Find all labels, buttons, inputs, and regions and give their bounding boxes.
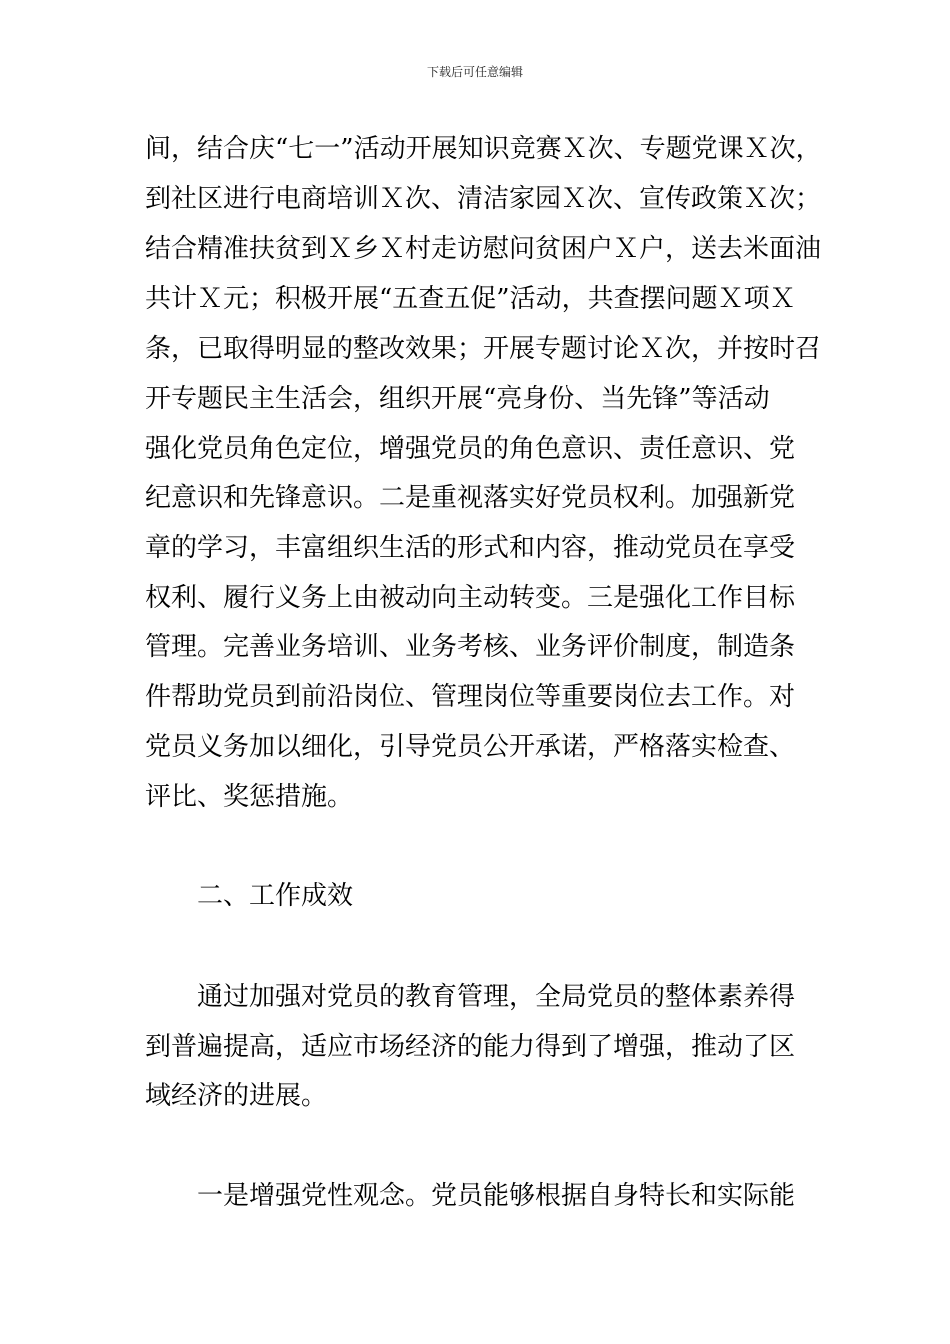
text-line: 权利、履行义务上由被动向主动转变。三是强化工作目标 xyxy=(145,583,796,613)
text-line: 强化党员角色定位，增强党员的角色意识、责任意识、党 xyxy=(145,434,796,464)
page-header: 下载后可任意编辑 xyxy=(426,65,523,79)
text-line: 党员义务加以细化，引导党员公开承诺，严格落实检查、 xyxy=(145,732,796,762)
text-line: 间，结合庆“七一”活动开展知识竞赛Ｘ次、专题党课Ｘ次， xyxy=(145,134,822,164)
text-line: 域经济的进展。 xyxy=(145,1081,328,1111)
text-line: 到社区进行电商培训Ｘ次、清洁家园Ｘ次、宣传政策Ｘ次； xyxy=(145,184,822,214)
text-line: 评比、奖惩措施。 xyxy=(145,782,354,812)
text-line: 章的学习，丰富组织生活的形式和内容，推动党员在享受 xyxy=(145,533,796,563)
text-line: 通过加强对党员的教育管理，全局党员的整体素养得 xyxy=(197,982,796,1012)
section-heading: 二、工作成效 xyxy=(197,881,354,911)
text-line: 纪意识和先锋意识。二是重视落实好党员权利。加强新党 xyxy=(145,483,796,513)
text-line: 件帮助党员到前沿岗位、管理岗位等重要岗位去工作。对 xyxy=(145,682,796,712)
text-line: 一是增强党性观念。党员能够根据自身特长和实际能 xyxy=(197,1181,796,1211)
text-line: 开专题民主生活会，组织开展“亮身份、当先锋”等活动 xyxy=(145,384,770,414)
text-line: 共计Ｘ元；积极开展“五查五促”活动，共查摆问题Ｘ项Ｘ xyxy=(145,284,796,314)
text-line: 条，已取得明显的整改效果；开展专题讨论Ｘ次，并按时召 xyxy=(145,334,822,364)
text-line: 管理。完善业务培训、业务考核、业务评价制度，制造条 xyxy=(145,632,796,662)
text-line: 结合精准扶贫到Ｘ乡Ｘ村走访慰问贫困户Ｘ户，送去米面油 xyxy=(145,234,822,264)
text-line: 到普遍提高，适应市场经济的能力得到了增强，推动了区 xyxy=(145,1032,796,1062)
